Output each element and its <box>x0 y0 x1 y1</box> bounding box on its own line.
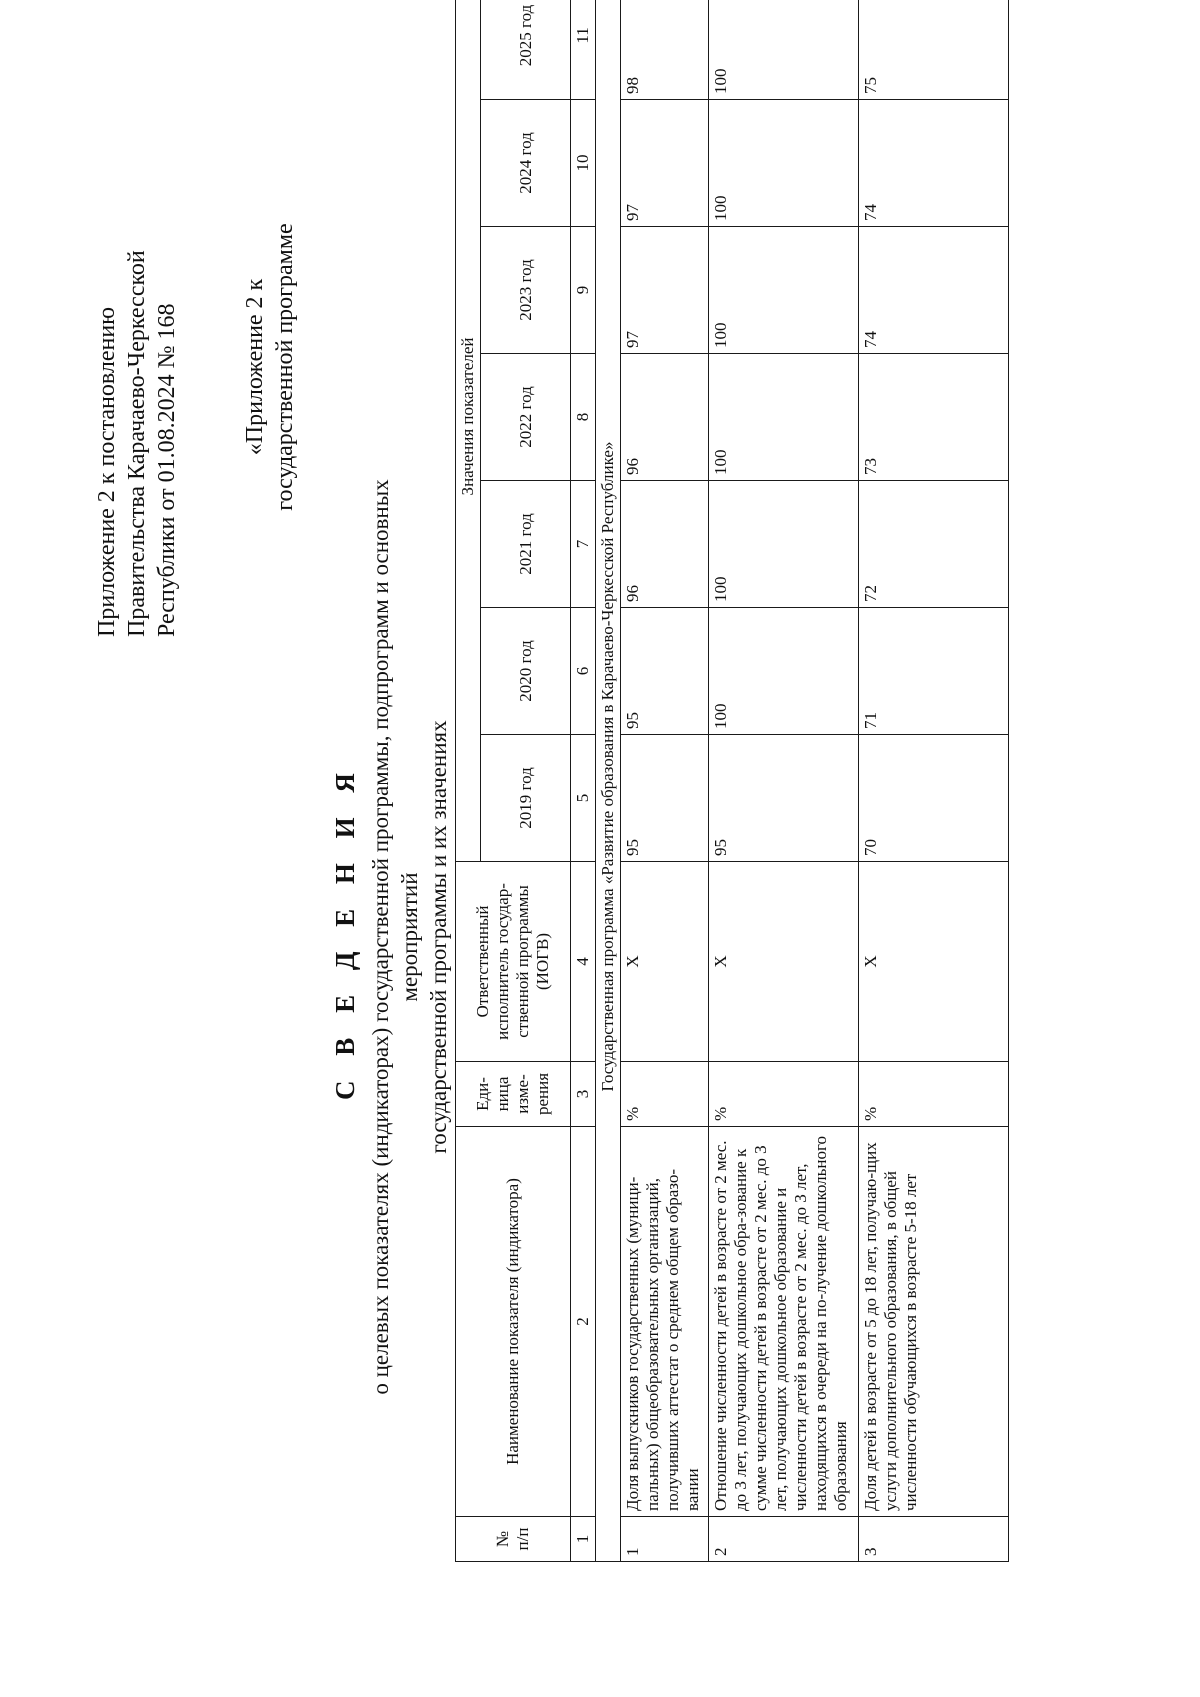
header-year: 2024 год <box>481 100 571 227</box>
indicator-value: 97 <box>621 100 709 227</box>
approval-line: Республики от 01.08.2024 № 168 <box>154 303 180 637</box>
column-number: 6 <box>571 608 596 735</box>
appendix-line: государственной программе <box>272 223 298 511</box>
document-subtitle <box>366 427 453 1447</box>
subtitle-line: государственной программы и их значениях <box>426 720 451 1154</box>
indicator-value: 96 <box>621 481 709 608</box>
indicator-value: 96 <box>621 354 709 481</box>
column-number: 8 <box>571 354 596 481</box>
header-year: 2025 год <box>481 0 571 100</box>
indicator-value: 95 <box>621 608 709 735</box>
indicator-value: 72 <box>859 481 1009 608</box>
indicator-value: 74 <box>859 227 1009 354</box>
section-row <box>596 0 621 1562</box>
column-number: 5 <box>571 735 596 862</box>
section-title: Государственная программа «Развитие образования в Карачаево-Черкесской Республике» <box>596 0 621 1562</box>
header-year: 2020 год <box>481 608 571 735</box>
subtitle-line: о целевых показателях (индикаторах) государственной программы, подпрограмм и основных мероприятий <box>368 479 422 1395</box>
approval-line: Правительства Карачаево-Черкесской <box>124 250 150 637</box>
appendix-line: «Приложение 2 к <box>242 278 268 456</box>
indicator-value: 100 <box>709 100 859 227</box>
indicator-value: 70 <box>859 735 1009 862</box>
indicator-name: Отношение численности детей в возрасте от 2 мес. до 3 лет, получающих дошкольное обра-зование к сумме численности детей в возрасте от 2 мес. до 3 лет, получающих дошкольное образование и численности детей в возрасте от 2 мес. до 3 лет, находящихся в очереди на по-лучение дошкольного образования <box>709 1127 859 1517</box>
column-number: 11 <box>571 0 596 100</box>
appendix-reference <box>240 177 300 557</box>
column-number: 10 <box>571 100 596 227</box>
row-num: 3 <box>859 1517 1009 1562</box>
indicator-value: 95 <box>621 735 709 862</box>
indicator-name: Доля детей в возрасте от 5 до 18 лет, получаю-щих услуги дополнительного образования, в общей численности обучающихся в возрасте 5-18 лет <box>859 1127 1009 1517</box>
column-number: 1 <box>571 1517 596 1562</box>
column-number: 4 <box>571 862 596 1062</box>
column-number: 3 <box>571 1062 596 1127</box>
indicator-value: 100 <box>709 608 859 735</box>
header-year: 2023 год <box>481 227 571 354</box>
header-values-group: Значения показателей <box>456 0 481 862</box>
indicator-unit: % <box>621 1062 709 1127</box>
header-year: 2019 год <box>481 735 571 862</box>
indicator-name: Доля выпускников государственных (муници-пальных) общеобразовательных организаций, получивших аттестат о среднем общем образо-вании <box>621 1127 709 1517</box>
indicators-table <box>455 0 1009 1562</box>
approval-line: Приложение 2 к постановлению <box>94 306 120 637</box>
table-row <box>709 0 859 1562</box>
indicator-value: 73 <box>859 354 1009 481</box>
header-name: Наименование показателя (индикатора) <box>456 1127 571 1517</box>
column-number-row <box>571 0 596 1562</box>
header-responsible: Ответственный исполнитель государ-ственной программы (ИОГВ) <box>456 862 571 1062</box>
indicator-value: 71 <box>859 608 1009 735</box>
indicator-value: 100 <box>709 354 859 481</box>
indicator-value: 100 <box>709 481 859 608</box>
row-num: 1 <box>621 1517 709 1562</box>
indicator-responsible: Х <box>621 862 709 1062</box>
indicator-value: 97 <box>621 227 709 354</box>
column-number: 2 <box>571 1127 596 1517</box>
header-year: 2021 год <box>481 481 571 608</box>
indicator-value: 100 <box>709 227 859 354</box>
indicator-value: 100 <box>709 0 859 100</box>
document-title: С В Е Д Е Н И Я <box>330 764 360 1100</box>
indicator-responsible: Х <box>859 862 1009 1062</box>
header-unit: Еди-ница изме-рения <box>456 1062 571 1127</box>
header-year: 2022 год <box>481 354 571 481</box>
indicator-unit: % <box>709 1062 859 1127</box>
table-row <box>621 0 709 1562</box>
header-num: № п/п <box>456 1517 571 1562</box>
indicator-value: 74 <box>859 100 1009 227</box>
indicator-responsible: Х <box>709 862 859 1062</box>
table-row <box>859 0 1009 1562</box>
column-number: 7 <box>571 481 596 608</box>
indicator-value: 98 <box>621 0 709 100</box>
row-num: 2 <box>709 1517 859 1562</box>
indicator-unit: % <box>859 1062 1009 1127</box>
approval-block <box>92 250 182 637</box>
column-number: 9 <box>571 227 596 354</box>
indicator-value: 75 <box>859 0 1009 100</box>
indicator-value: 95 <box>709 735 859 862</box>
